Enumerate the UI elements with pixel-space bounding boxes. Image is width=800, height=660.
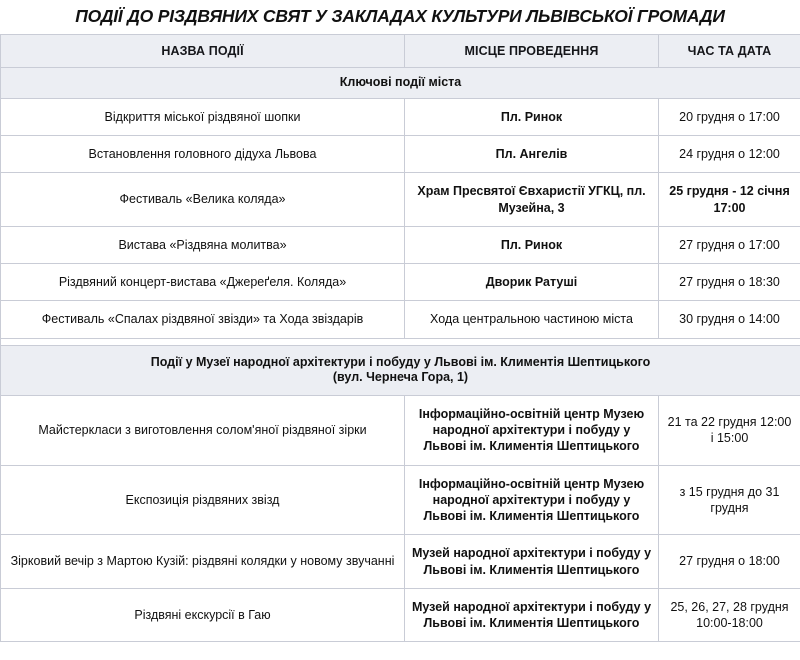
event-name: Вистава «Різдвяна молитва» [1, 226, 405, 263]
section-heading-museum [1, 345, 800, 395]
event-place: Музей народної архітектури і побуду у Львові ім. Климентія Шептицького [405, 588, 659, 642]
event-place: Дворик Ратуші [405, 264, 659, 301]
event-name: Відкриття міської різдвяної шопки [1, 98, 405, 135]
event-name: Зірковий вечір з Мартою Кузій: різдвяні колядки у новому звучанні [1, 535, 405, 589]
table-row [1, 98, 800, 135]
event-time: 30 грудня о 14:00 [659, 301, 800, 338]
event-name: Майстеркласи з виготовлення солом'яної різдвяної зірки [1, 395, 405, 465]
event-place: Пл. Ринок [405, 98, 659, 135]
event-place: Хода центральною частиною міста [405, 301, 659, 338]
event-name: Фестиваль «Велика коляда» [1, 173, 405, 227]
table-row [1, 588, 800, 642]
column-header-name: НАЗВА ПОДІЇ [1, 35, 405, 68]
event-place: Храм Пресвятої Євхаристії УГКЦ, пл. Музейна, 3 [405, 173, 659, 227]
table-row [1, 226, 800, 263]
page-title: ПОДІЇ ДО РІЗДВЯНИХ СВЯТ У ЗАКЛАДАХ КУЛЬТУРИ ЛЬВІВСЬКОЇ ГРОМАДИ [75, 6, 725, 26]
table-row [1, 395, 800, 465]
event-name: Фестиваль «Спалах різдвяної звізди» та Хода звіздарів [1, 301, 405, 338]
event-place: Музей народної архітектури і побуду у Львові ім. Климентія Шептицького [405, 535, 659, 589]
event-time: 27 грудня о 18:30 [659, 264, 800, 301]
spacer-cell [1, 338, 800, 345]
table-row [1, 264, 800, 301]
table-row [1, 173, 800, 227]
section-heading-museum-line2: (вул. Чернеча Гора, 1) [332, 370, 469, 385]
section-heading-museum-line1: Події у Музеї народної архітектури і побуду у Львові ім. Климентія Шептицького [150, 354, 651, 369]
event-time: 25 грудня - 12 січня 17:00 [659, 173, 800, 227]
table-header [1, 35, 800, 68]
section-heading-city: Ключові події міста [1, 68, 800, 99]
event-time: 27 грудня о 18:00 [659, 535, 800, 589]
event-name: Різдвяний концерт-вистава «Джереґеля. Коляда» [1, 264, 405, 301]
event-time: 25, 26, 27, 28 грудня 10:00-18:00 [659, 588, 800, 642]
event-time: 21 та 22 грудня 12:00 і 15:00 [659, 395, 800, 465]
section-heading-row [1, 345, 800, 395]
event-name: Різдвяні екскурсії в Гаю [1, 588, 405, 642]
event-place: Інформаційно-освітній центр Музею народної архітектури і побуду у Львові ім. Климентія Шептицького [405, 465, 659, 535]
table-row [1, 465, 800, 535]
table-row [1, 301, 800, 338]
column-header-place: МІСЦЕ ПРОВЕДЕННЯ [405, 35, 659, 68]
column-header-time: ЧАС ТА ДАТА [659, 35, 800, 68]
event-time: 24 грудня о 12:00 [659, 136, 800, 173]
event-place: Пл. Ринок [405, 226, 659, 263]
event-place: Інформаційно-освітній центр Музею народної архітектури і побуду у Львові ім. Климентія Шептицького [405, 395, 659, 465]
section-heading-row [1, 68, 800, 99]
event-time: 20 грудня о 17:00 [659, 98, 800, 135]
table-body [1, 68, 800, 642]
table-row [1, 535, 800, 589]
spacer-row [1, 338, 800, 345]
event-name: Встановлення головного дідуха Львова [1, 136, 405, 173]
event-time: з 15 грудня до 31 грудня [659, 465, 800, 535]
event-name: Експозиція різдвяних звізд [1, 465, 405, 535]
events-table [0, 34, 800, 642]
table-row [1, 136, 800, 173]
table-header-row [1, 35, 800, 68]
event-place: Пл. Ангелів [405, 136, 659, 173]
event-time: 27 грудня о 17:00 [659, 226, 800, 263]
